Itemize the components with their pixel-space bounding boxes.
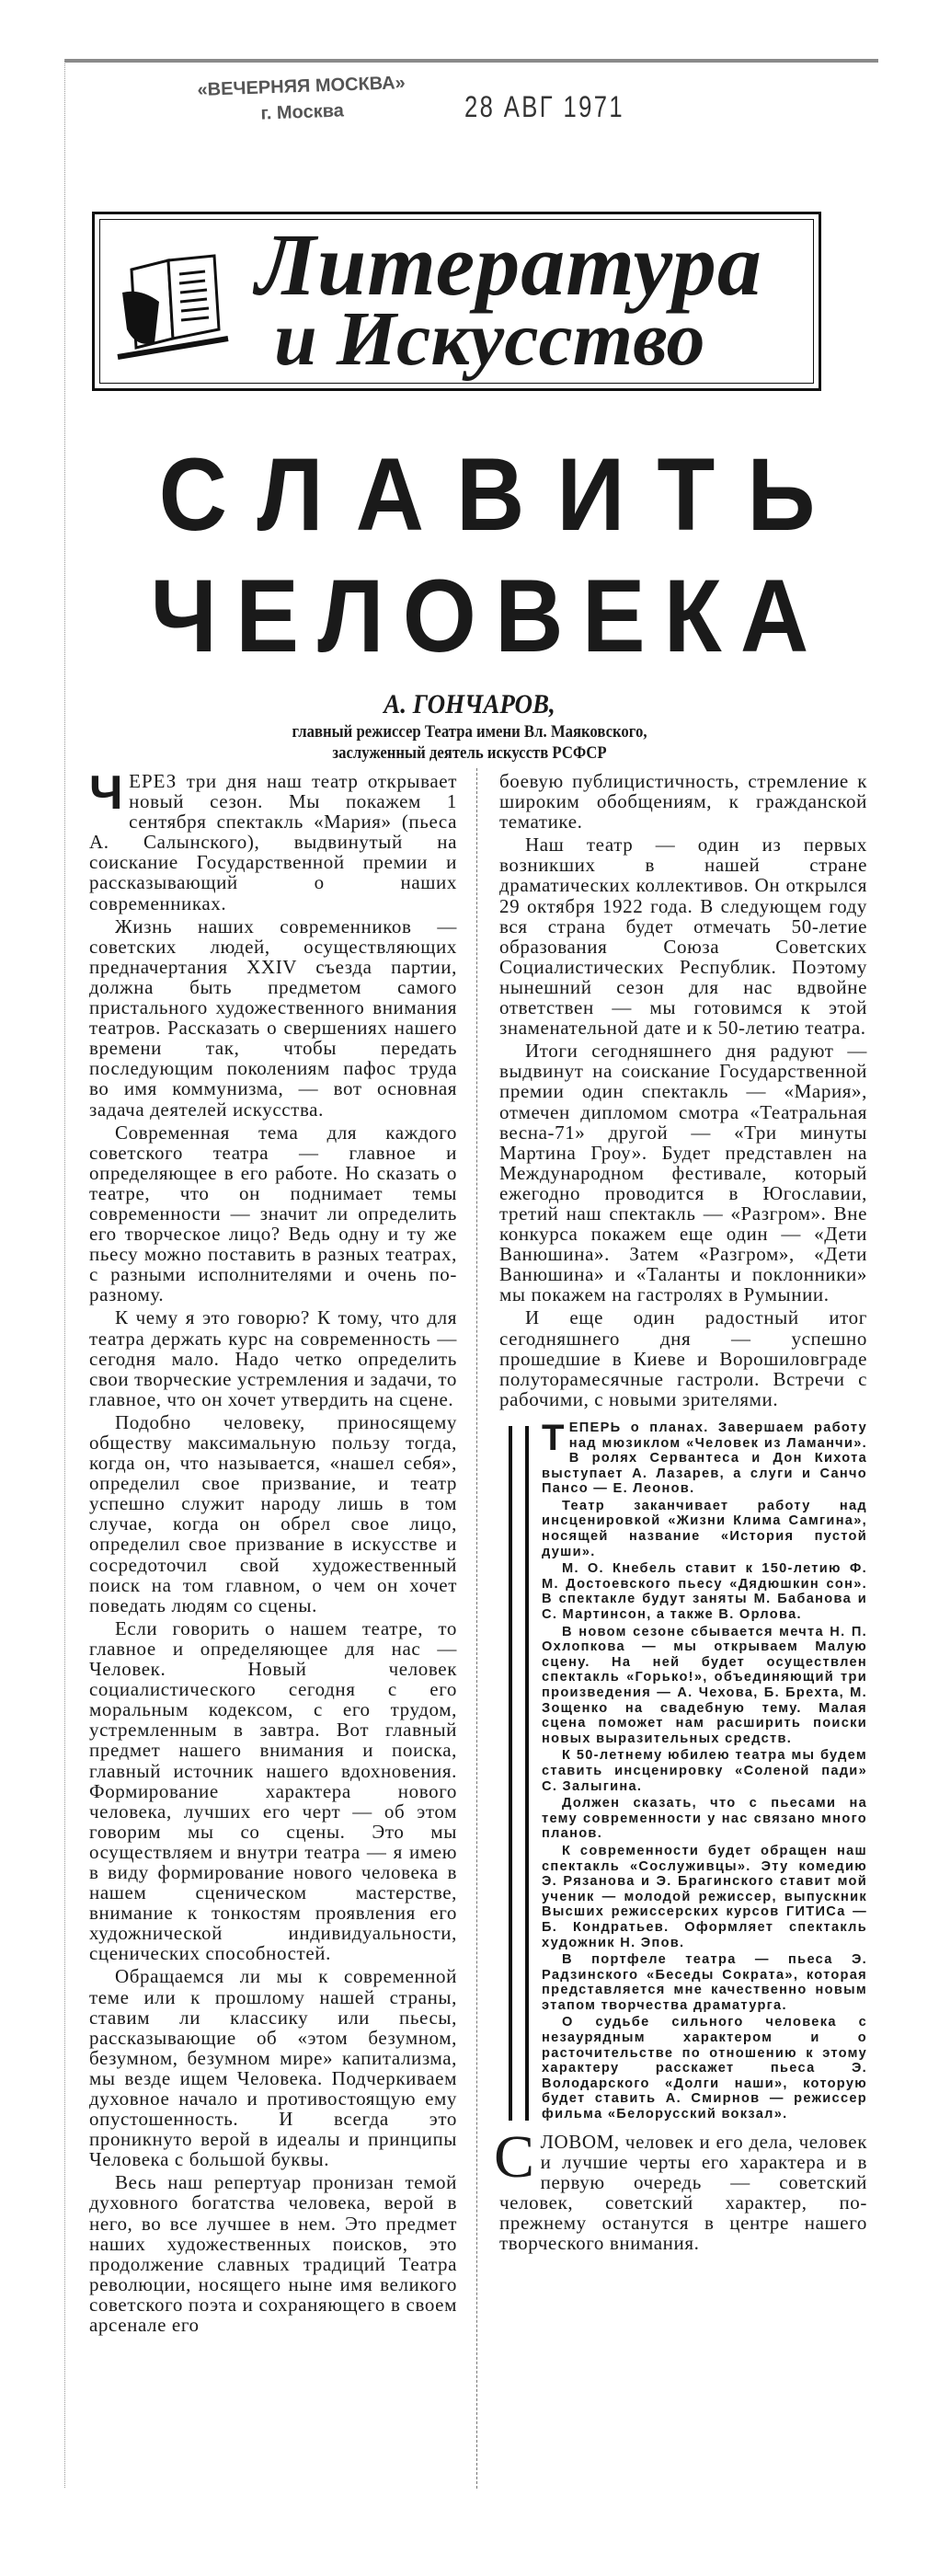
paragraph: боевую публицистичность, стремление к широким обобщениям, к гражданской тематике.: [499, 770, 867, 834]
paragraph: Итоги сегодняшнего дня радуют — выдвинут на соискание Государственной премии один спектакль — «Мария», отмечен дипломом смотра «Театральная весна-71» другой — «Три минуты Мартина Гроу». Будет представлен на Международном фестивале, который ежегодно проводится в Югославии, третий наш спектакль — «Разгром». Вне конкурса покажем еще один — «Дети Ванюшина». Затем «Разгром», «Дети Ванюшина» и «Таланты и поклонники» мы покажем на гастролях в Румынии.: [499, 1040, 867, 1306]
byline: [0, 688, 939, 764]
drop-cap: С: [494, 2122, 535, 2191]
author-role-2: заслуженный деятель искусств РСФСР: [332, 743, 607, 763]
paragraph: К современности будет обращен наш спектакль «Сослуживцы». Эту комедию Э. Рязанова и Э. Брагинского ставит мой ученик — молодой режиссер, выпускник Высших режиссерских курсов ГИТИСа — Б. Кондратьев. Оформляет спектакль художник Н. Эпов.: [542, 1843, 867, 1950]
rubric-title-line2: и Искусство: [274, 296, 705, 382]
headline-line1: СЛАВИТЬ: [158, 437, 848, 552]
rubric-logo: [92, 212, 821, 391]
column-divider: [476, 768, 477, 2489]
paragraph: В портфеле театра — пьеса Э. Радзинского «Беседы Сократа», которая представляется мне качественно новым этапом творчества драматурга.: [542, 1952, 867, 2013]
paragraph: Подобно человеку, приносящему обществу максимальную пользу тогда, когда он, что называется, «нашел себя», определил свое призвание, и театр успешно служит народу лишь в том случае, когда он обрел свое лицо, определил свое призвание в искусстве и сосредоточил свой художественный поиск на том главном, о чем он хочет поведать людям со сцены.: [89, 1410, 457, 1616]
clipping-left-edge: [64, 59, 66, 2488]
paragraph: Наш театр — один из первых возникших в нашей стране драматических коллективов. Он открылся 29 октября 1922 года. В следующем году вся страна будет отмечать 50-летие образования Союза Советских Социалистических Республик. Поэтому нынешний сезон для нас вдвойне ответствен — мы готовимся к этой знаменательной дате и к 50-летию театра.: [499, 834, 867, 1040]
paragraph: Театр заканчивает работу над инсценировкой «Жизни Клима Самгина», носящей название «История пустой души».: [542, 1498, 867, 1559]
lead-caps: ЕПЕРЬ: [568, 1420, 622, 1435]
paragraph: И еще один радостный итог сегодняшнего дня — успешно прошедшие в Киеве и Ворошиловграде полуторамесячные гастроли. Встречи с рабочими, с новыми зрителями.: [499, 1306, 867, 1410]
paragraph: Современная тема для каждого советского театра — главное и определяющее в его работе. Но сказать о театре, что он поднимает темы современности — значит ли определить его творческое лицо? Ведь одну и ту же пьесу можно поставить в разных театрах, с разными исполнителями и очень по-разному.: [89, 1121, 457, 1306]
left-column: [89, 766, 457, 2338]
paragraph: Жизнь наших современников — советских людей, осуществляющих предначертания XXIV съезда партии, должна быть предметом самого пристального художественного внимания театров. Рассказать о свершениях нашего времени так, чтобы передать последующим поколениям пафос труда во имя коммунизма, — вот основная задача деятелей искусства.: [89, 914, 457, 1121]
stamp-date: 28 АВГ 1971: [464, 90, 625, 123]
drop-cap: Т: [542, 1417, 566, 1458]
paragraph-text: о планах. Завершаем работу над мюзиклом «Человек из Ламанчи». В ролях Сервантеса и Дон Кихота выступает А. Лазарев, а слуги и Санчо Пансо — Е. Леонов.: [542, 1420, 867, 1497]
stamp-city: г. Москва: [260, 100, 345, 124]
paragraph: Должен сказать, что с пьесами на тему современности у нас связано много планов.: [542, 1796, 867, 1842]
paragraph: М. О. Кнебель ставит к 150-летию Ф. М. Достоевского пьесу «Дядюшкин сон». В спектакле будут заняты М. Бабанова и С. Мартинсон, а также В. Орлова.: [542, 1561, 867, 1623]
newspaper-stamp: [197, 70, 407, 129]
paragraph-text: три дня наш театр открывает новый сезон. Мы покажем 1 сентября спектакль «Мария» (пьеса А. Салынского), выдвинутый на соискание Государственной премии и рассказывающий о наших современниках.: [89, 770, 457, 914]
paragraph: Обращаемся ли мы к современной теме или к прошлому нашей страны, ставим ли классику или пьесы, рассказывающие об «этом безумном, безумном, безумном мире» капитализма, мы везде ищем Человека. Подчеркиваем духовное начало и противостоящую ему опустошенность. И всегда это проникнуто верой в идеалы и принципы Человека с большой буквы.: [89, 1965, 457, 2171]
paragraph: В новом сезоне сбывается мечта Н. П. Охлопкова — мы открываем Малую сцену. На ней будет осуществлен спектакль «Горько!», объединяющий три произведения — А. Чехова, Б. Брехта, М. Зощенко на свадебную тему. Малая сцена поможет нам расширить поиски новых выразительных средств.: [542, 1624, 867, 1746]
plans-sidebar: [509, 1417, 867, 2122]
paragraph: К 50-летнему юбилею театра мы будем ставить инсценировку «Соленой пади» С. Залыгина.: [542, 1748, 867, 1794]
author-role-1: главный режиссер Театра имени Вл. Маяковского,: [292, 722, 647, 742]
closing-paragraph: [494, 2122, 867, 2255]
drop-cap: Ч: [89, 766, 124, 820]
lead-caps: ЛОВОМ: [540, 2130, 614, 2153]
paragraph: К чему я это говорю? К тому, что для театра держать курс на современность — сегодня мало. Надо четко определить свои творческие устремления и задачи, то главное, что он хочет утвердить на сцене.: [89, 1306, 457, 1410]
author-name: А. ГОНЧАРОВ,: [384, 689, 555, 719]
paragraph: [542, 1417, 867, 1497]
rubric-title-line1: Литература: [256, 215, 762, 314]
paragraph: [89, 766, 457, 914]
lead-caps: ЕРЕЗ: [129, 770, 177, 792]
paragraph: Весь наш репертуар пронизан темой духовного богатства человека, верой в него, во все лучшее в нем. Это предмет наших художественных поисков, это продолжение славных традиций Театра революции, носящего ныне имя великого советского поэта и сохраняющего в своем арсенале его: [89, 2171, 457, 2337]
book-mask-icon: [113, 251, 237, 362]
clipping-top-edge: [64, 59, 878, 63]
headline-line2: ЧЕЛОВЕКА: [150, 558, 828, 673]
paragraph: Если говорить о нашем театре, то главное и определяющее для нас — Человек. Новый человек социалистического сегодня с его моральным кодексом, с его трудом, устремленным в завтра. Вот главный предмет нашего внимания и поиска, главный источник нашего вдохновения. Формирование характера нового человека, лучших его черт — об этом говорим мы со сцены. Это мы осуществляем и внутри театра — я имею в виду формирование нового человека в нашем сценическом мастерстве, внимание к тонкостям проявления его художнической индивидуальности, сценических способностей.: [89, 1616, 457, 1965]
stamp-newspaper: «ВЕЧЕРНЯЯ МОСКВА»: [197, 73, 407, 100]
sidebar-rule: [509, 1426, 529, 2121]
paragraph: О судьбе сильного человека с незаурядным характером и о расточительстве по отношению к этому характеру расскажет пьеса Э. Володарского «Долги наши», которую будет ставить А. Смирнов — режиссер фильма «Белорусский вокзал».: [542, 2015, 867, 2122]
right-column: [494, 770, 867, 2256]
paragraph-text: , человек и его дела, человек и лучшие черты его характера и в первую очередь — советский человек, советский характер, по-прежнему останутся в центре нашего творческого внимания.: [499, 2130, 867, 2255]
